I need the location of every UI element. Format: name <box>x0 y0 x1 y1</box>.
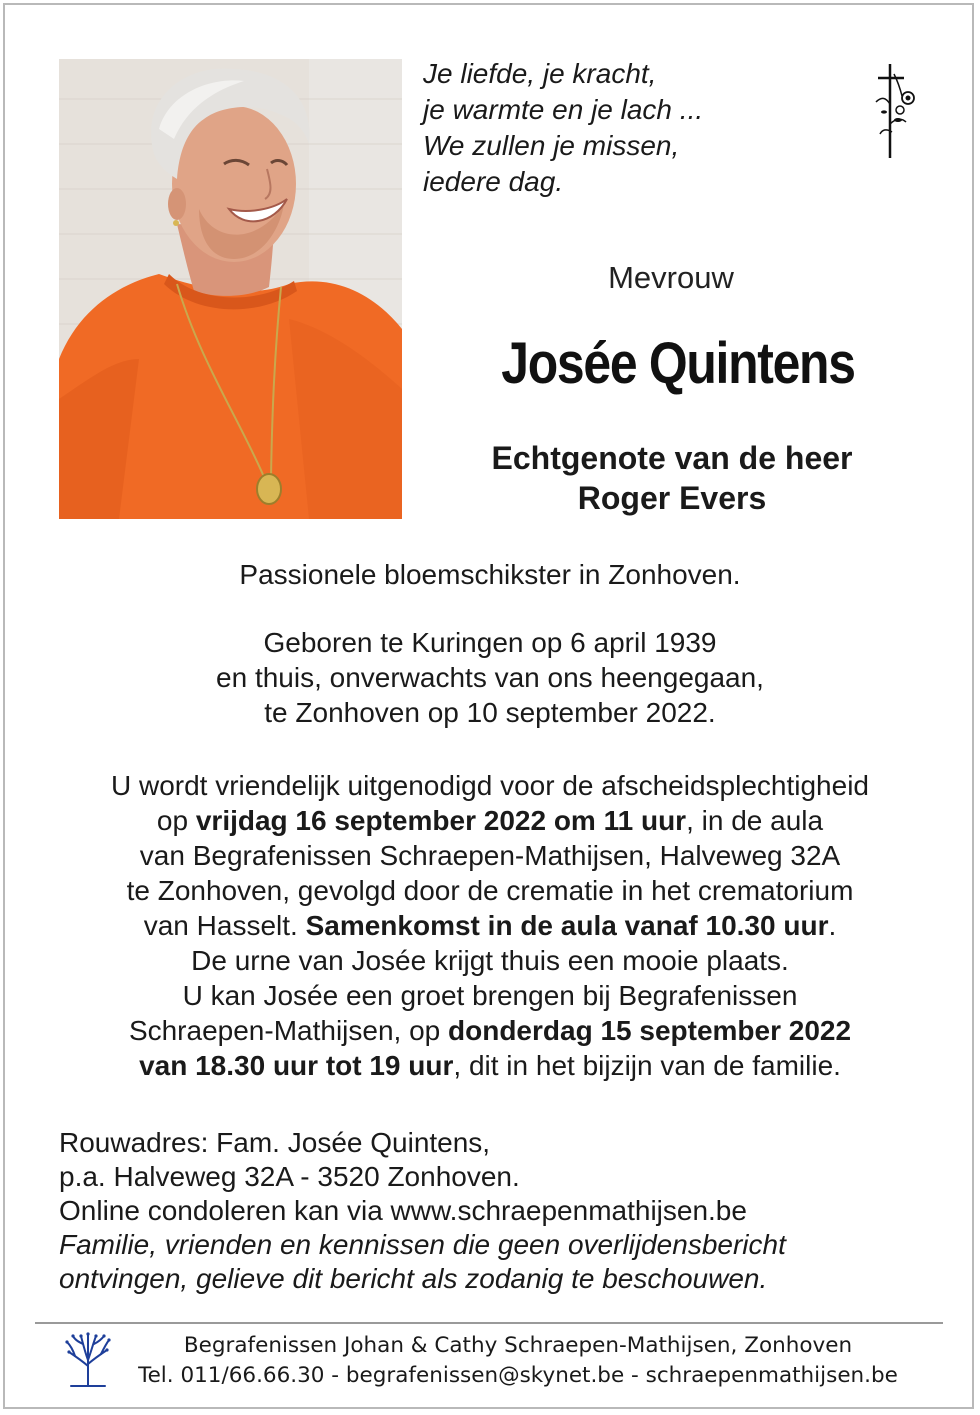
ceremony-line: U kan Josée een groet brengen bij Begrafenissen <box>182 980 798 1011</box>
poem-line: je warmte en je lach ... <box>423 94 704 125</box>
spouse-line: Echtgenote van de heer <box>491 440 853 476</box>
ceremony-line: te Zonhoven, gevolgd door de crematie in het crematorium <box>126 875 854 906</box>
cross-icon <box>872 62 920 160</box>
ceremony-line: van Begrafenissen Schraepen-Mathijsen, Halveweg 32A <box>139 840 841 871</box>
honorific: Mevrouw <box>608 260 734 295</box>
visitation-time: van 18.30 uur tot 19 uur <box>139 1050 454 1081</box>
occupation-text: Passionele bloemschikster in Zonhoven. <box>239 559 741 590</box>
funeral-home-name: Begrafenissen Johan & Cathy Schraepen-Mathijsen, Zonhoven <box>183 1333 853 1358</box>
notice-line: ontvingen, gelieve dit bericht als zodanig te beschouwen. <box>59 1263 768 1294</box>
passed-line: en thuis, onverwachts van ons heengegaan, <box>216 662 764 693</box>
gathering-time: Samenkomst in de aula vanaf 10.30 uur <box>305 910 829 941</box>
visitation-date: donderdag 15 september 2022 <box>448 1015 852 1046</box>
deceased-name: Josée Quintens <box>501 331 855 396</box>
ceremony-info <box>40 768 940 1083</box>
spouse-info <box>420 438 924 518</box>
address-line: Rouwadres: Fam. Josée Quintens, <box>59 1127 491 1158</box>
ceremony-line: van 18.30 uur tot 19 uur, dit in het bijzijn van de familie. <box>139 1050 841 1081</box>
poem <box>423 56 803 200</box>
poem-line: Je liefde, je kracht, <box>423 58 657 89</box>
poem-line: We zullen je missen, <box>423 130 680 161</box>
tree-logo-icon <box>63 1330 113 1388</box>
ceremony-line: U wordt vriendelijk uitgenodigd voor de afscheidsplechtigheid <box>110 770 869 801</box>
born-line: Geboren te Kuringen op 6 april 1939 <box>263 627 717 658</box>
birth-death-info <box>40 625 940 730</box>
condolence-line: Online condoleren kan via www.schraepenmathijsen.be <box>59 1195 747 1226</box>
mourning-address <box>59 1126 939 1296</box>
footer-divider <box>35 1322 943 1324</box>
notice-line: Familie, vrienden en kennissen die geen overlijdensbericht <box>59 1229 786 1260</box>
funeral-home-contact: Tel. 011/66.66.30 - begrafenissen@skynet.be - schraepenmathijsen.be <box>138 1363 898 1388</box>
ceremony-line: van Hasselt. Samenkomst in de aula vanaf 10.30 uur. <box>143 910 837 941</box>
ceremony-line: De urne van Josée krijgt thuis een mooie plaats. <box>191 945 789 976</box>
passed-date-line: te Zonhoven op 10 september 2022. <box>264 697 716 728</box>
ceremony-date: vrijdag 16 september 2022 om 11 uur <box>195 805 687 836</box>
portrait-photo <box>59 59 402 519</box>
ceremony-line: Schraepen-Mathijsen, op donderdag 15 september 2022 <box>128 1015 852 1046</box>
ceremony-line: op vrijdag 16 september 2022 om 11 uur, in de aula <box>156 805 824 836</box>
occupation <box>40 557 940 592</box>
funeral-home-footer <box>118 1331 918 1391</box>
poem-line: iedere dag. <box>423 166 564 197</box>
spouse-name: Roger Evers <box>577 480 767 516</box>
address-line: p.a. Halveweg 32A - 3520 Zonhoven. <box>59 1161 520 1192</box>
